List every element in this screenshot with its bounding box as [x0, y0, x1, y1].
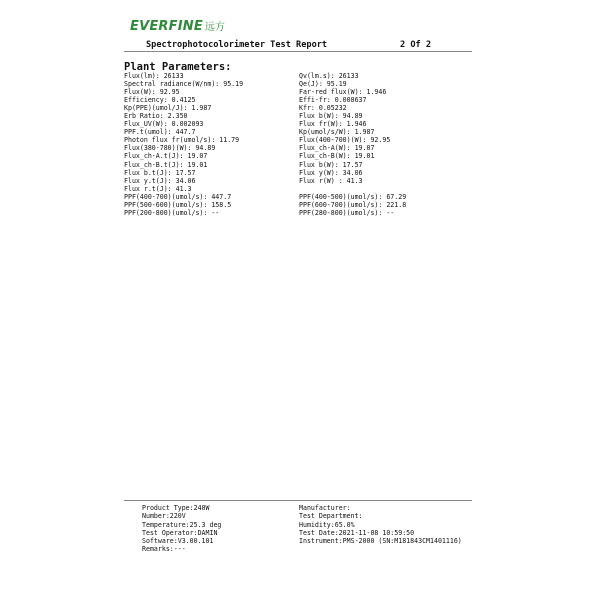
parameter-row: PPF(200-800)(umol/s): -- [124, 208, 220, 217]
report-title: Spectrophotocolorimeter Test Report [146, 40, 328, 50]
parameter-row: Kp(umol/s/W): 1.987 [299, 128, 375, 137]
parameter-row: PPF(600-700)(umol/s): 221.8 [299, 200, 407, 209]
parameter-row: Flux(lm): 26133 [124, 72, 184, 80]
plant-parameters-left-column [124, 72, 243, 217]
parameter-row: PPF(400-700)(umol/s): 447.7 [124, 192, 232, 201]
parameter-row: Flux_UV(W): 0.002093 [124, 120, 204, 129]
footer-left-column [142, 504, 221, 554]
header-divider [124, 51, 472, 52]
footer-divider [124, 500, 472, 501]
footer-field: Instrument:PMS-2000 (SN:M181843CM1401116) [299, 537, 462, 546]
parameter-row: PPF(500-600)(umol/s): 158.5 [124, 200, 232, 209]
parameter-row: Flux r.t(J): 41.3 [124, 184, 192, 193]
parameter-row: PPF(400-500)(umol/s): 67.29 [299, 192, 407, 201]
page-number: 2 Of 2 [400, 40, 432, 50]
parameter-row: Flux(380-780)(W): 94.89 [124, 144, 216, 153]
parameter-row: Flux y.t(J): 34.06 [124, 176, 196, 185]
footer-field: Test Date:2021-11-08 10:59:50 [299, 528, 415, 537]
parameter-row: Erb Ratio: 2.350 [124, 112, 188, 121]
footer-field: Number:220V [142, 512, 186, 521]
everfine-logo [130, 18, 225, 34]
parameter-row: PPF(280-800)(umol/s): -- [299, 208, 395, 217]
parameter-row: PPF.t(umol): 447.7 [124, 128, 196, 137]
footer-field: Product Type:240W [142, 504, 210, 512]
parameter-row: Flux_ch-A.t(J): 19.07 [124, 152, 208, 161]
parameter-row: Flux b(W): 17.57 [299, 160, 363, 169]
footer-field: Remarks:--- [142, 545, 186, 554]
parameter-row: Flux y(W): 34.06 [299, 168, 363, 177]
parameter-row: Far-red flux(W): 1.946 [299, 88, 387, 97]
parameter-row: Flux b.t(J): 17.57 [124, 168, 196, 177]
footer-field: Test Department: [299, 512, 363, 521]
logo-chinese-text: 远方 [204, 22, 225, 33]
parameter-row: Flux fr(W): 1.946 [299, 120, 367, 129]
parameter-row: Flux_ch-B.t(J): 19.01 [124, 160, 208, 169]
footer-field: Test Operator:DAMIN [142, 528, 218, 537]
parameter-row [299, 185, 406, 193]
logo-text: EVERFINE [130, 19, 203, 34]
footer-field: Software:V3.00.101 [142, 537, 214, 546]
parameter-row: Flux b(W): 94.89 [299, 112, 363, 121]
footer-field: Manufacturer: [299, 504, 351, 512]
section-title: Plant Parameters: [124, 61, 232, 73]
parameter-row: Effi-fr: 0.008637 [299, 96, 367, 105]
parameter-row: Flux_ch-B(W): 19.01 [299, 152, 375, 161]
parameter-row: Flux_ch-A(W): 19.07 [299, 144, 375, 153]
parameter-row: Qv(lm.s): 26133 [299, 72, 359, 80]
footer-right-column [299, 504, 462, 545]
parameter-row: Kfr: 0.05232 [299, 104, 347, 113]
parameter-row: Qe(J): 95.19 [299, 80, 347, 89]
parameter-row: Flux r(W) : 41.3 [299, 176, 363, 185]
parameter-row: Flux(400-700)(W): 92.95 [299, 136, 391, 145]
plant-parameters-right-column [299, 72, 406, 217]
parameter-row: Efficiency: 0.4125 [124, 96, 196, 105]
parameter-row: Spectral radiance(W/nm): 95.19 [124, 80, 244, 89]
footer-field: Humidity:65.0% [299, 520, 355, 529]
parameter-row: Kp(PPE)(umol/J): 1.987 [124, 104, 212, 113]
footer-field: Temperature:25.3 deg [142, 520, 222, 529]
parameter-row: Photon flux fr(umol/s): 11.79 [124, 136, 240, 145]
parameter-row: Flux(W): 92.95 [124, 88, 180, 97]
